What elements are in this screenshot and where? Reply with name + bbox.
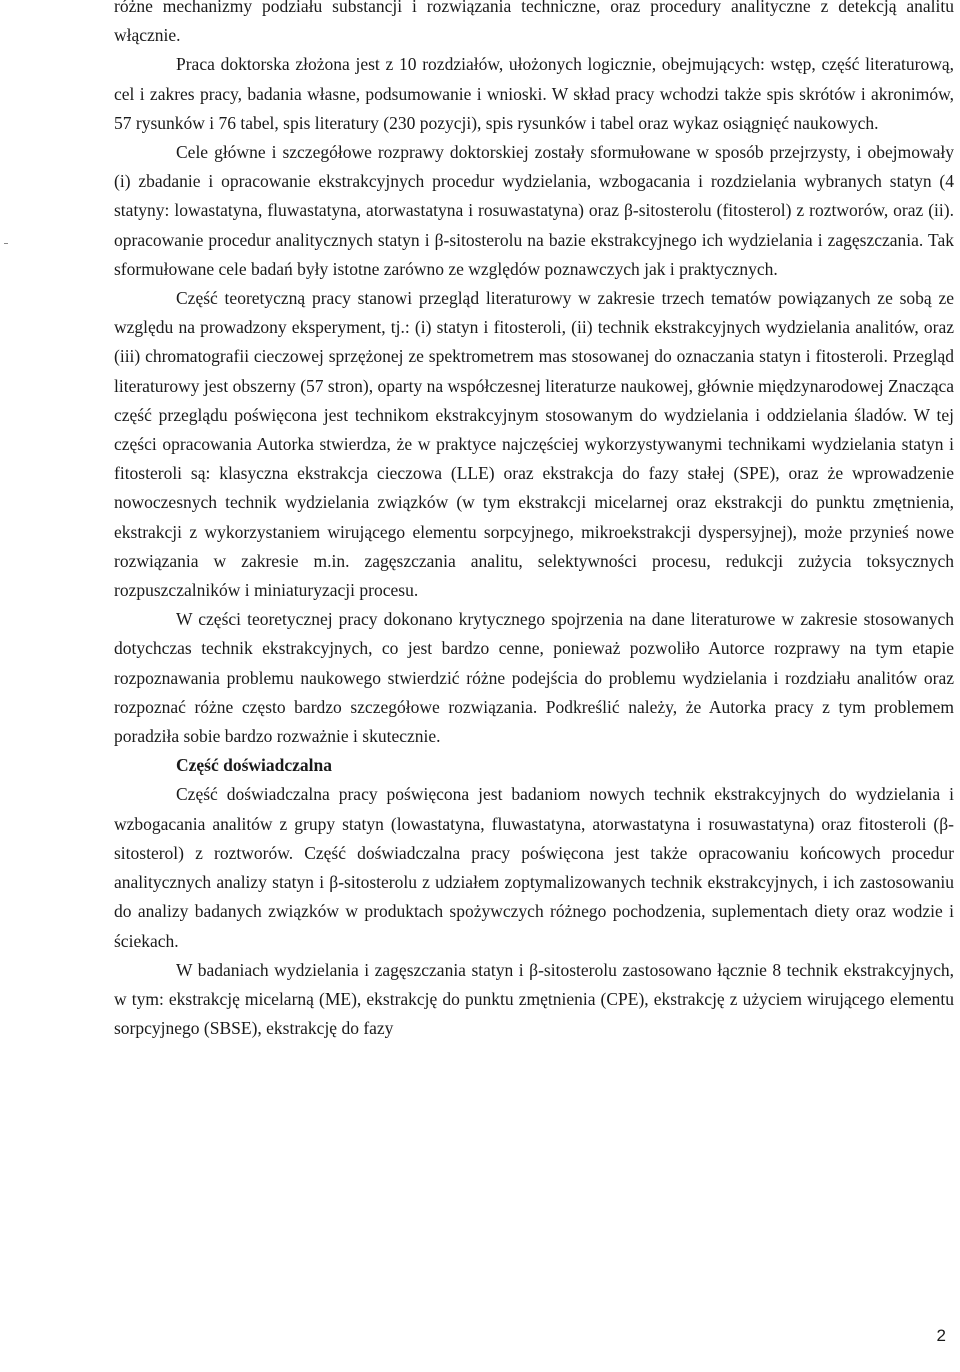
paragraph-goals: Cele główne i szczegółowe rozprawy doktorskiej zostały sformułowane w sposób przejrzysty, i obejmowały (i) zbadanie i opracowanie ekstrakcyjnych procedur wydzielania, wzbogacania i rozdzielania wybranych statyn (4 statyny: lowastatyna, fluwastatyna, atorwastatyna i rosuwastatyna) oraz β-sitosterolu (fitosterol) z roztworów, oraz (ii). opracowanie procedur analitycznych statyn i β-sitosterolu na bazie ekstrakcyjnego ich wydzielania i zagęszczania. Tak sformułowane cele badań były istotne zarówno ze względów poznawczych jak i praktycznych. (114, 142, 954, 279)
paragraph-continued: różne mechanizmy podziału substancji i rozwiązania techniczne, oraz procedury analityczne z detekcją analitu włącznie. (114, 0, 954, 46)
document-page (114, 0, 954, 1043)
paragraph-theory: Część teoretyczną pracy stanowi przegląd literaturowy w zakresie trzech tematów powiązanych ze sobą ze względu na prowadzony eksperyment, tj.: (i) statyn i fitosteroli, (ii) technik ekstrakcyjnych wydzielania analitów, oraz (iii) chromatografii cieczowej sprzężonej ze spektrometrem mas stosowanej do oznaczania statyn i fitosteroli. Przegląd literaturowy jest obszerny (57 stron), oparty na współczesnej literaturze naukowej, głównie międzynarodowej Znacząca część przeglądu poświęcona jest technikom ekstrakcyjnym stosowanym do wydzielania i oddzielania śladów. W tej części opracowania Autorka stwierdza, że w praktyce najczęściej wykorzystywanymi technikami wydzielania statyn i fitosteroli są: klasyczna ekstrakcja cieczowa (LLE) oraz ekstrakcja do fazy stałej (SPE), oraz że wprowadzenie nowoczesnych technik wydzielania związków (w tym ekstrakcji micelarnej oraz ekstrakcji do punktu zmętnienia, ekstrakcji z wykorzystaniem wirującego elementu sorpcyjnego, mikroekstrakcji dyspersyjnej), może przynieś nowe rozwiązania w zakresie m.in. zagęszczania analitu, selektywności procesu, redukcji zużycia toksycznych rozpuszczalników i miniaturyzacji procesu. (114, 288, 954, 601)
section-heading-experimental: Część doświadczalna (176, 755, 333, 776)
paragraph-critical-review: W części teoretycznej pracy dokonano krytycznego spojrzenia na dane literaturowe w zakresie stosowanych dotychczas technik ekstrakcyjnych, co jest bardzo cenne, ponieważ pozwoliło Autorce rozprawy na tym etapie rozpoznawania problemu naukowego stwierdzić różne podejścia do problemu wydzielania i rozdziału analitów oraz rozpoznać różne często bardzo szczegółowe rozwiązania. Podkreślić należy, że Autorka pracy z tym problemem poradziła sobie bardzo rozważnie i skutecznie. (114, 609, 954, 747)
scan-artifact-mark (4, 243, 8, 244)
paragraph-structure: Praca doktorska złożona jest z 10 rozdziałów, ułożonych logicznie, obejmujących: wstęp, część literaturową, cel i zakres pracy, badania własne, podsumowanie i wnioski. W skład pracy wchodzi także spis skrótów i akronimów, 57 rysunków i 76 tabel, spis literatury (230 pozycji), spis rysunków i tabel oraz wykaz osiągnięć naukowych. (114, 54, 954, 133)
paragraph-techniques: W badaniach wydzielania i zagęszczania statyn i β-sitosterolu zastosowano łącznie 8 technik ekstrakcyjnych, w tym: ekstrakcję micelarną (ME), ekstrakcję do punktu zmętnienia (CPE), ekstrakcję z użyciem wirującego elementu sorpcyjnego (SBSE), ekstrakcję do fazy (114, 959, 954, 1039)
paragraph-experimental: Część doświadczalna pracy poświęcona jest badaniom nowych technik ekstrakcyjnych do wydzielania i wzbogacania analitów z grupy statyn (lowastatyna, fluwastatyna, atorwastatyna i rosuwastatyna) oraz fitosteroli (β-sitosterol) z roztworów. Część doświadczalna pracy poświęcona jest także opracowaniu końcowych procedur analitycznych analizy statyn i β-sitosterolu z udziałem zoptymalizowanych technik ekstrakcyjnych, i ich zastosowaniu do analizy badanych związków w produktach spożywczych różnego pochodzenia, suplementach diety oraz wodzie i ściekach. (114, 784, 954, 951)
page-number: 2 (936, 1326, 946, 1345)
